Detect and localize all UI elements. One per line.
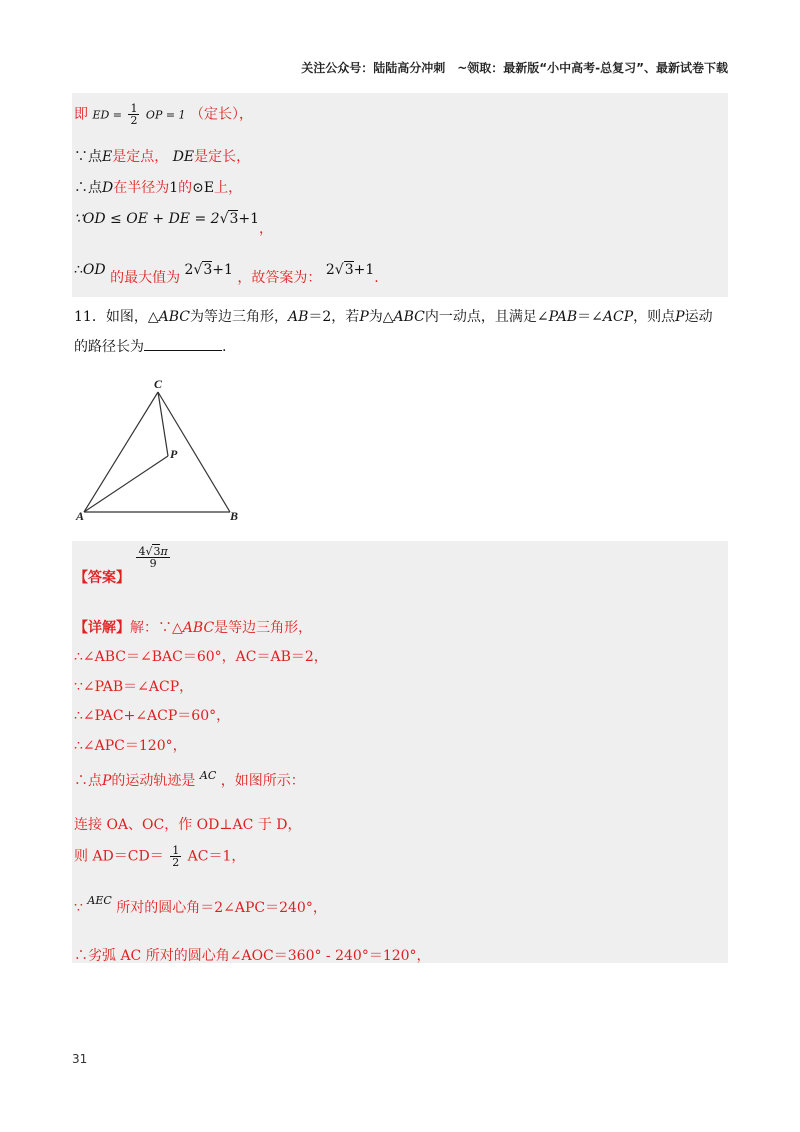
detail-line-6: ∴点P的运动轨迹是 $^{AC}$ ，如图所示： bbox=[74, 769, 305, 789]
detail-line-7: 连接 OA、OC，作 OD⊥AC 于 D， bbox=[74, 817, 302, 833]
question-11 bbox=[74, 302, 730, 362]
segment-ap bbox=[84, 456, 168, 512]
page-header: 关注公众号：陆陆高分冲刺 ~领取：最新版“小中高考-总复习”、最新试卷下载 bbox=[301, 61, 728, 75]
side-ac bbox=[84, 392, 158, 512]
side-bc bbox=[158, 392, 230, 512]
line-od-max: ∴OD 的最大值为 2√3+1 ，故答案为： 2√3+1. bbox=[74, 262, 379, 286]
detail-line-9: ∵ $^{AEC}$ 所对的圆心角＝2∠APC＝240°， bbox=[74, 894, 327, 916]
answer-blank bbox=[144, 336, 222, 351]
segment-cp bbox=[158, 392, 168, 456]
line-ed-equals: 即 ED = $\frac{1}{2}$ OP = 1 （定长）， bbox=[74, 102, 254, 127]
line-e-fixed: ∵点E是定点， DE是定长， bbox=[74, 149, 251, 165]
detail-line-2: ∴∠ABC＝∠BAC＝60°，AC＝AB＝2， bbox=[74, 649, 328, 665]
detail-line-3: ∵∠PAB＝∠ACP， bbox=[74, 679, 194, 695]
label-p: P bbox=[170, 447, 178, 461]
detail-line-5: ∴∠APC＝120°， bbox=[74, 738, 187, 754]
label-c: C bbox=[154, 377, 163, 391]
question-line-1: 11．如图，△ABC为等边三角形，AB＝2，若P为△ABC内一动点，且满足∠PAB＝∠ACP，则点P运动 bbox=[74, 309, 713, 325]
label-a: A bbox=[76, 509, 85, 523]
line-od-inequality: ∵OD ≤ OE + DE = 2√3+1， bbox=[74, 211, 274, 237]
question-line-2: 的路径长为 . bbox=[74, 332, 730, 362]
line-d-on-circle: ∴点D在半径为1的⊙E上， bbox=[74, 180, 243, 196]
detail-line-4: ∴∠PAC+∠ACP＝60°， bbox=[74, 708, 231, 724]
label-b: B bbox=[230, 509, 239, 523]
triangle-figure bbox=[74, 374, 244, 524]
detail-line-1: 【详解】解：∵△ABC是等边三角形， bbox=[74, 620, 313, 636]
detail-line-10: ∴劣弧 AC 所对的圆心角∠AOC＝360° - 240°＝120°， bbox=[74, 948, 431, 964]
page-number: 31 bbox=[72, 1052, 88, 1066]
detail-line-8: 则 AD＝CD＝ $\frac{1}{2}$ AC＝1， bbox=[74, 844, 246, 869]
answer-line: 【答案】 $\frac{4√3\pi}{9}$ bbox=[74, 545, 168, 586]
